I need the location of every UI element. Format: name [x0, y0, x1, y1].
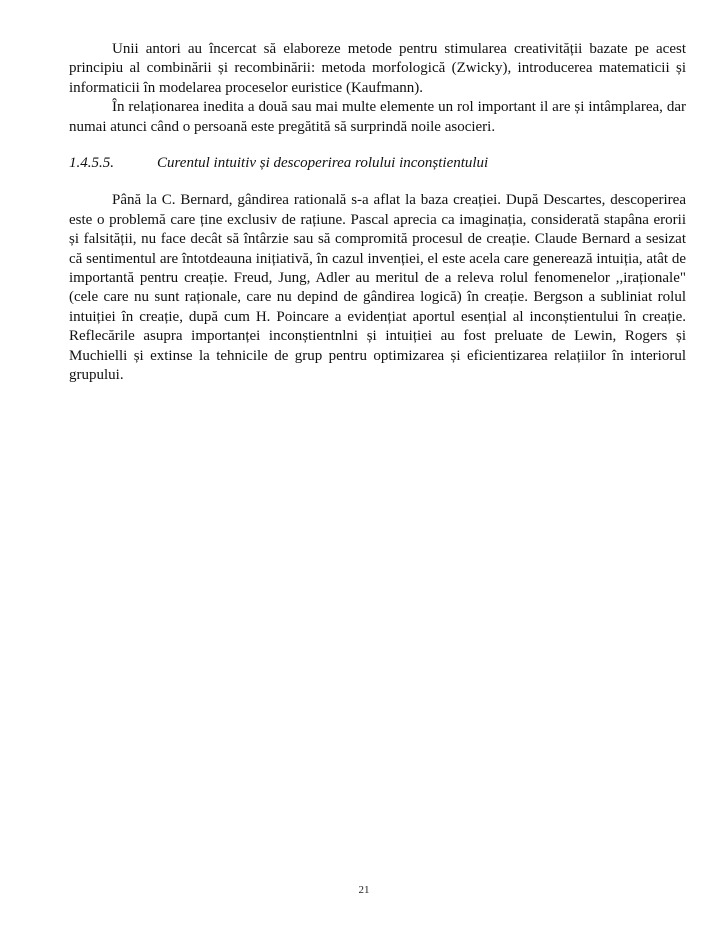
paragraph-chance-role: În relaționarea inedita a două sau mai multe elemente un rol important il are și intâmplarea, dar numai atunci când o persoană este pregătită să surprindă noile asocieri. — [69, 99, 686, 135]
paragraph-intuitive-current: Până la C. Bernard, gândirea ratională s-a aflat la baza creației. După Descartes, descoperirea este o problemă care ține exclusiv de rațiune. Pascal aprecia ca imaginația, considerată stapâna erorii și falsității, nu face decât să întârzie sau să compromită procesul de creație. Claude Bernard a sesizat că sentimentul are întotdeauna inițiativă, în cazul invenției, el este acela care generează intuiția, atât de importantă pentru creație. Freud, Jung, Adler au meritul de a releva rolul fenomenelor ,,iraționale" (cele care nu sunt raționale, care nu depind de gândirea logică) în creație. Bergson a subliniat rolul intuiției în creație, după cum H. Poincare a evidențiat aportul esențial al inconștientului în creație. Reflecările asupra importanței inconștientnlni și intuiției au fost preluate de Lewin, Rogers și Muchielli și extinse la tehnicile de grup pentru optimizarea și eficientizarea relațiilor în interiorul grupului. — [69, 192, 686, 384]
page-content — [69, 40, 686, 386]
section-number: 1.4.5.5. — [69, 155, 114, 172]
paragraph-creativity-methods: Unii antori au încercat să elaboreze metode pentru stimularea creativității bazate pe acest principiu al combinării și recombinării: metoda morfologică (Zwicky), introducerea matematicii și informaticii în modelarea proceselor euristice (Kaufmann). — [69, 41, 686, 96]
section-title: Curentul intuitiv și descoperirea rolului inconștientului — [157, 155, 489, 172]
section-heading — [69, 154, 686, 173]
page-number: 21 — [358, 884, 370, 896]
